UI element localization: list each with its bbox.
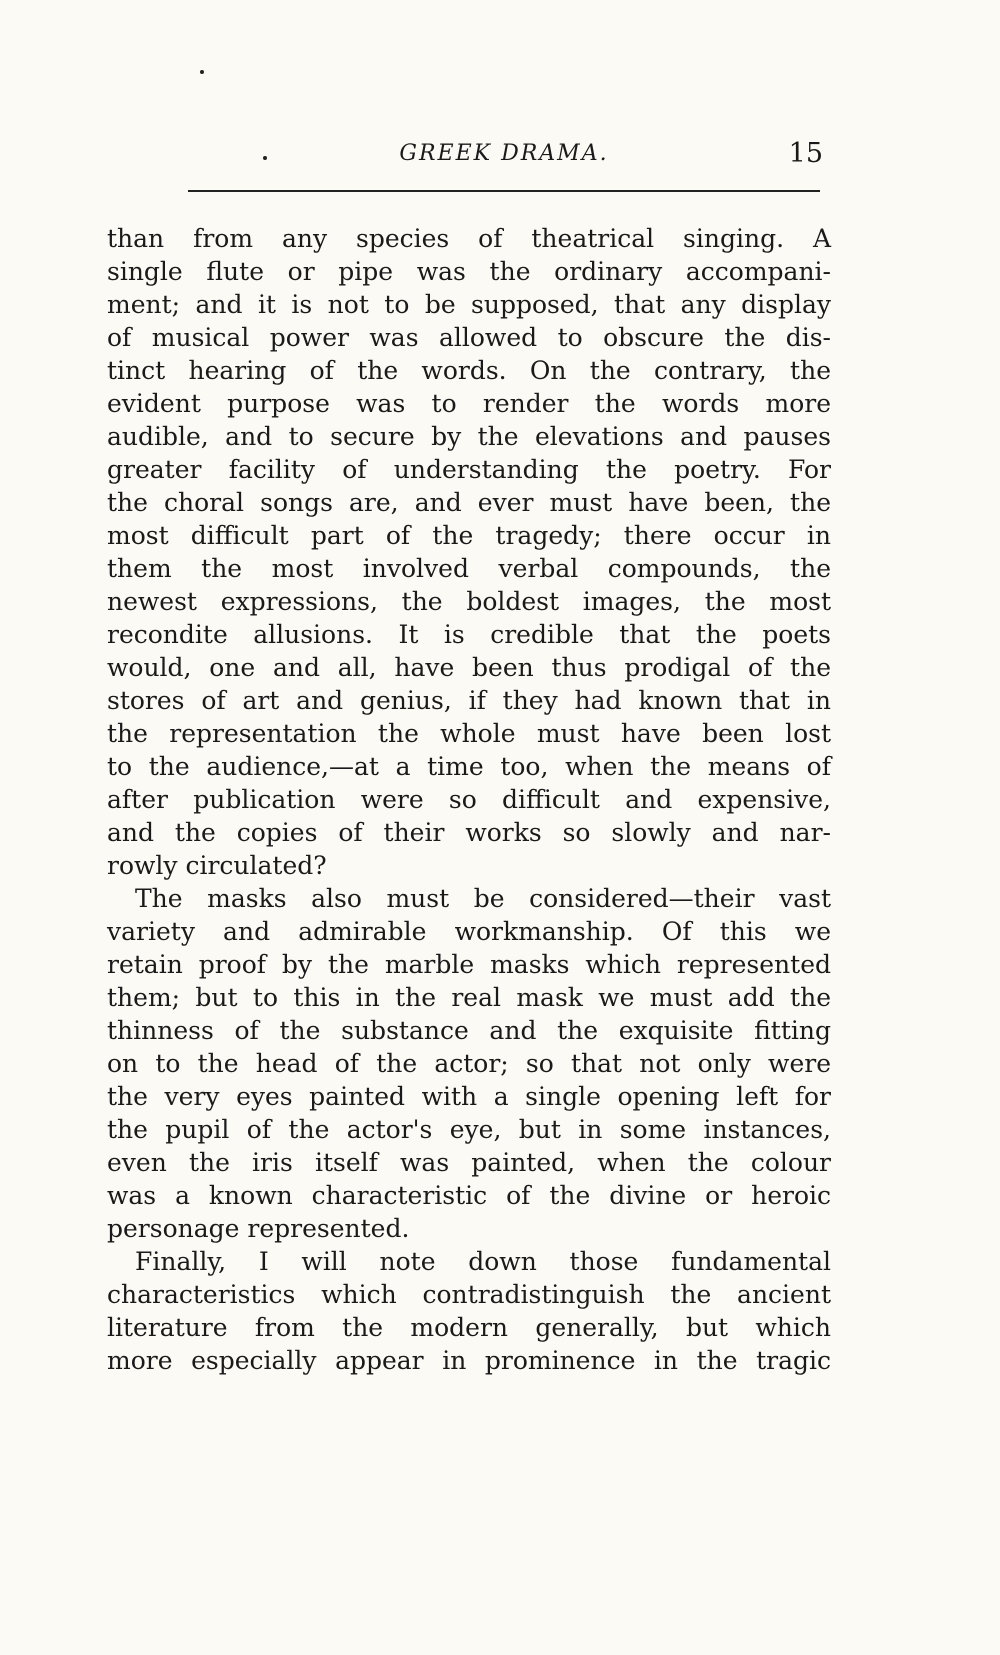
text-line: retain proof by the marble masks which represented [107, 950, 831, 979]
text-line: was a known characteristic of the divine or heroic [107, 1181, 831, 1210]
text-line: characteristics which contradistinguish the ancient [107, 1280, 831, 1309]
text-line: them; but to this in the real mask we must add the [107, 983, 831, 1012]
text-line: after publication were so difficult and expensive, [107, 785, 831, 814]
text-line: on to the head of the actor; so that not only were [107, 1049, 831, 1078]
page-header [185, 138, 823, 178]
text-line: the pupil of the actor's eye, but in some instances, [107, 1115, 831, 1144]
text-line: recondite allusions. It is credible that the poets [107, 620, 831, 649]
text-line: single flute or pipe was the ordinary accompani- [107, 257, 831, 286]
text-line: thinness of the substance and the exquisite fitting [107, 1016, 831, 1045]
text-line: Finally, I will note down those fundamental [135, 1247, 831, 1276]
text-line: of musical power was allowed to obscure the dis- [107, 323, 831, 352]
text-line: the choral songs are, and ever must have been, the [107, 488, 831, 517]
text-line: rowly circulated? [107, 851, 327, 880]
text-line: evident purpose was to render the words more [107, 389, 831, 418]
text-line: the representation the whole must have been lost [107, 719, 831, 748]
text-line: literature from the modern generally, but which [107, 1313, 831, 1342]
text-line: ment; and it is not to be supposed, that any display [107, 290, 831, 319]
page-number: 15 [788, 138, 823, 169]
text-line: personage represented. [107, 1214, 410, 1243]
text-line: stores of art and genius, if they had known that in [107, 686, 831, 715]
text-line: them the most involved verbal compounds, the [107, 554, 831, 583]
text-line: tinct hearing of the words. On the contrary, the [107, 356, 831, 385]
text-line: The masks also must be considered—their vast [135, 884, 831, 913]
header-rule [188, 190, 820, 192]
text-line: most difficult part of the tragedy; there occur in [107, 521, 831, 550]
text-line: even the iris itself was painted, when the colour [107, 1148, 831, 1177]
text-line: audible, and to secure by the elevations and pauses [107, 422, 831, 451]
text-line: newest expressions, the boldest images, the most [107, 587, 831, 616]
text-line: would, one and all, have been thus prodigal of the [107, 653, 831, 682]
text-line: greater facility of understanding the poetry. For [107, 455, 831, 484]
ink-speck [200, 70, 204, 74]
text-line: variety and admirable workmanship. Of this we [107, 917, 831, 946]
text-line: to the audience,—at a time too, when the means of [107, 752, 831, 781]
text-line: the very eyes painted with a single opening left for [107, 1082, 831, 1111]
text-line: more especially appear in prominence in the tragic [107, 1346, 831, 1375]
body-text [107, 222, 831, 1377]
running-title: GREEK DRAMA. [399, 141, 609, 166]
text-line: and the copies of their works so slowly and nar- [107, 818, 831, 847]
text-line: than from any species of theatrical singing. A [107, 224, 831, 253]
